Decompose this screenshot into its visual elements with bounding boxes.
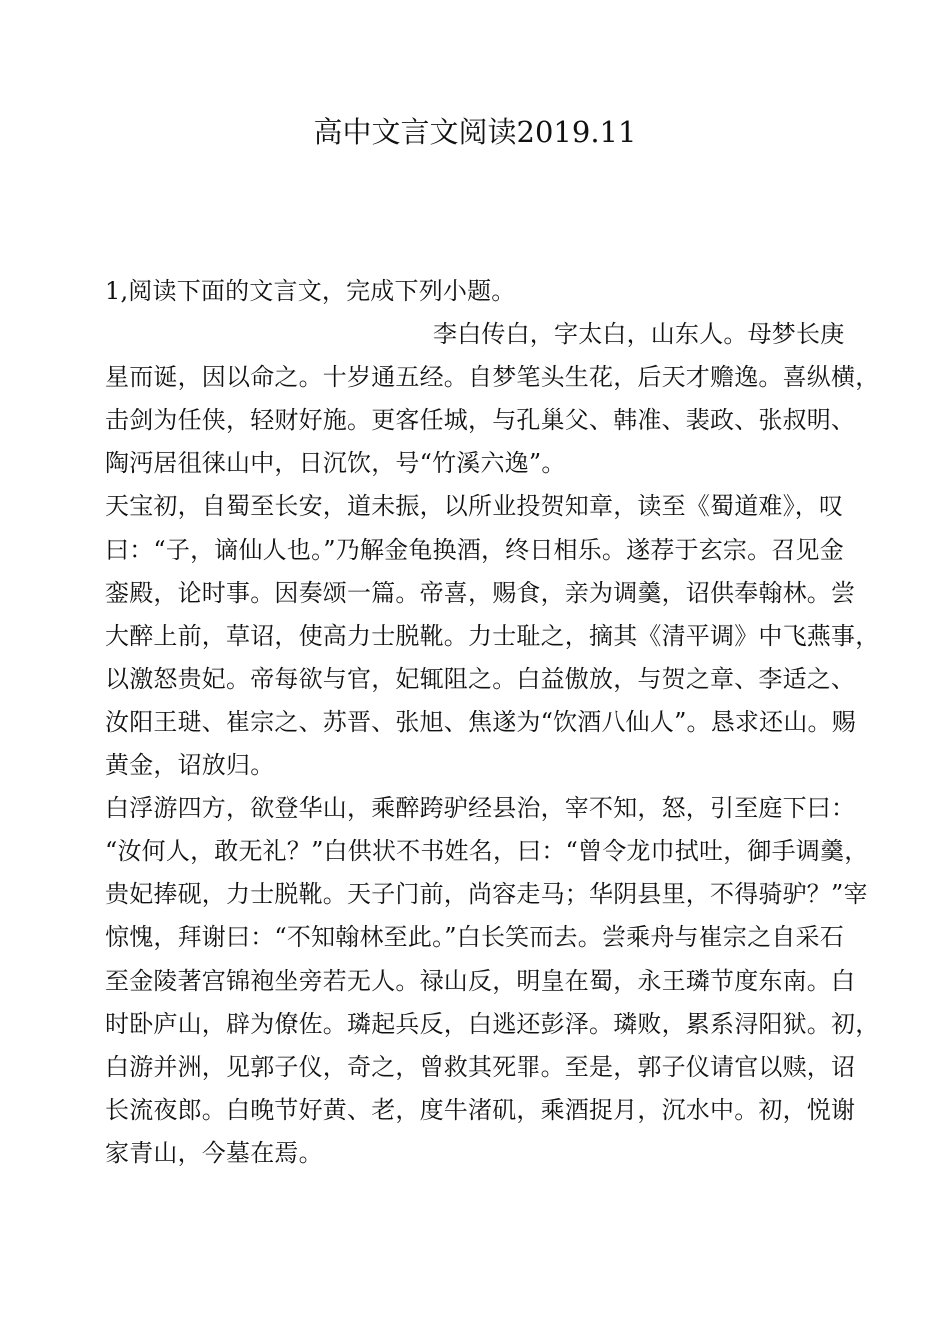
text-line: 时卧庐山，辟为僚佐。璘起兵反，白逃还彭泽。璘败，累系浔阳狱。初， — [105, 1009, 880, 1038]
text-line: 惊愧，拜谢曰：“不知翰林至此。”白长笑而去。尝乘舟与崔宗之自采石 — [105, 923, 844, 952]
text-line: 贵妃捧砚，力士脱靴。天子门前，尚容走马；华阴县里，不得骑驴？”宰 — [105, 880, 868, 909]
text-line: 天宝初，自蜀至长安，道未振，以所业投贺知章，读至《蜀道难》，叹 — [105, 492, 844, 521]
text-line: 大醉上前，草诏，使高力士脱靴。力士耻之，摘其《清平调》中飞燕事， — [105, 621, 880, 650]
text-line: 曰：“子，谪仙人也。”乃解金龟换酒，终日相乐。遂荐于玄宗。召见金 — [105, 535, 844, 564]
text-line: 黄金，诏放归。 — [105, 751, 275, 780]
text-line: 陶沔居徂徕山中，日沉饮，号“竹溪六逸”。 — [105, 449, 566, 478]
text-line: 以激怒贵妃。帝每欲与官，妃辄阻之。白益傲放，与贺之章、李适之、 — [105, 664, 856, 693]
text-line: “汝何人，敢无礼？”白供状不书姓名，曰：“曾令龙巾拭吐，御手调羹， — [105, 837, 869, 866]
text-line: 白浮游四方，欲登华山，乘醉跨驴经县治，宰不知，怒，引至庭下曰： — [105, 794, 856, 823]
question-prompt: 1,阅读下面的文言文，完成下列小题。 — [105, 277, 516, 305]
text-line: 击剑为任侠，轻财好施。更客任城，与孔巢父、韩准、裴政、张叔明、 — [105, 406, 856, 435]
text-line: 至金陵著宫锦袍坐旁若无人。禄山反，明皇在蜀，永王璘节度东南。白 — [105, 966, 856, 995]
page-title: 高中文言文阅读2019.11 — [313, 115, 637, 149]
text-line: 星而诞，因以命之。十岁通五经。自梦笔头生花，后天才赡逸。喜纵横， — [105, 363, 880, 392]
text-line: 汝阳王琎、崔宗之、苏晋、张旭、焦遂为“饮酒八仙人”。恳求还山。赐 — [105, 707, 856, 736]
passage-body — [105, 270, 880, 1175]
text-line: 家青山，今墓在焉。 — [105, 1138, 323, 1167]
text-line: 李白传白，字太白，山东人。母梦长庚 — [433, 320, 845, 349]
text-line: 白游并洲，见郭子仪，奇之，曾救其死罪。至是，郭子仪请官以赎，诏 — [105, 1052, 856, 1081]
text-line: 銮殿，论时事。因奏颂一篇。帝喜，赐食，亲为调羹，诏供奉翰林。尝 — [105, 578, 856, 607]
text-line: 长流夜郎。白晚节好黄、老，度牛渚矶，乘酒捉月，沉水中。初，悦谢 — [105, 1095, 856, 1124]
